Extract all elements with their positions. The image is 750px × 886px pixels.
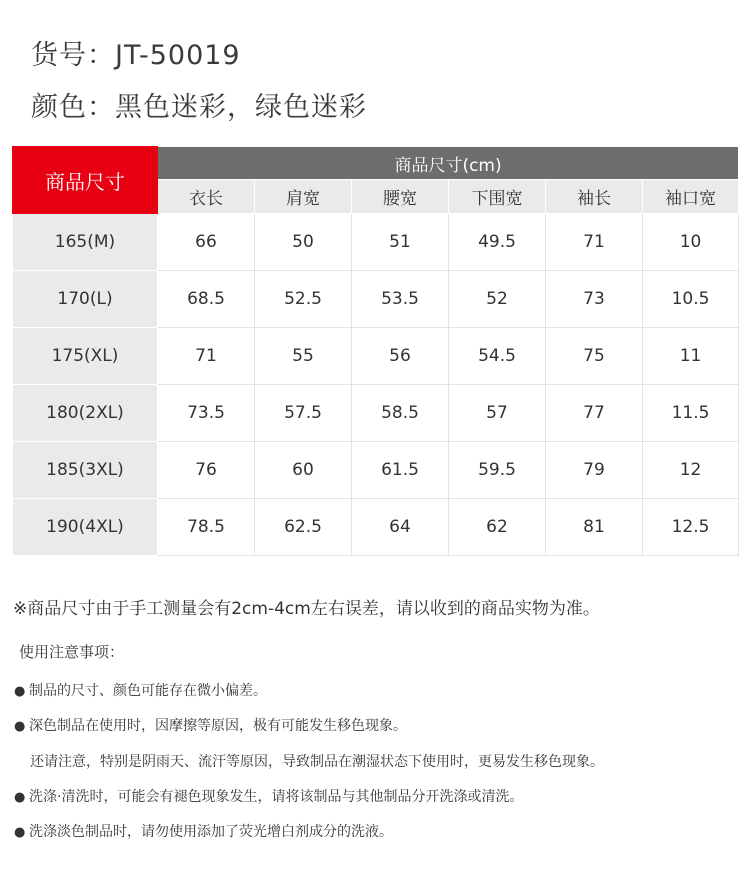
table-cell: 73.5 bbox=[158, 385, 255, 442]
table-cell: 64 bbox=[352, 499, 449, 556]
usage-item-text: 深色制品在使用时，因摩擦等原因，极有可能发生移色现象。 bbox=[29, 718, 407, 734]
usage-item-text: 洗涤淡色制品时，请勿使用添加了荧光增白剂成分的洗液。 bbox=[29, 824, 393, 840]
list-item bbox=[14, 821, 393, 841]
table-row bbox=[13, 385, 739, 442]
table-row bbox=[13, 214, 739, 271]
bullet-icon: ● bbox=[14, 825, 26, 840]
list-item bbox=[14, 680, 267, 700]
table-cell: 11 bbox=[643, 328, 739, 385]
measurement-note: ※商品尺寸由于手工测量会有2cm-4cm左右误差，请以收到的商品实物为准。 bbox=[13, 599, 600, 619]
table-cell: 68.5 bbox=[158, 271, 255, 328]
table-cell: 10.5 bbox=[643, 271, 739, 328]
column-header-sleeve: 袖长 bbox=[546, 180, 643, 214]
table-cell: 76 bbox=[158, 442, 255, 499]
table-cell: 71 bbox=[158, 328, 255, 385]
table-cell: 51 bbox=[352, 214, 449, 271]
table-cell: 77 bbox=[546, 385, 643, 442]
size-group-header: 商品尺寸(cm) bbox=[158, 147, 739, 180]
table-cell: 57.5 bbox=[255, 385, 352, 442]
usage-item-text: 制品的尺寸、颜色可能存在微小偏差。 bbox=[29, 683, 267, 699]
usage-item-text: 还请注意，特别是阴雨天、流汗等原因，导致制品在潮湿状态下使用时，更易发生移色现象。 bbox=[30, 754, 604, 770]
size-table bbox=[12, 146, 739, 556]
table-cell: 10 bbox=[643, 214, 739, 271]
table-row bbox=[13, 271, 739, 328]
table-cell: 12.5 bbox=[643, 499, 739, 556]
table-cell: 49.5 bbox=[449, 214, 546, 271]
table-cell: 54.5 bbox=[449, 328, 546, 385]
table-cell: 79 bbox=[546, 442, 643, 499]
table-cell: 11.5 bbox=[643, 385, 739, 442]
list-item bbox=[14, 715, 407, 735]
table-cell: 59.5 bbox=[449, 442, 546, 499]
table-cell: 60 bbox=[255, 442, 352, 499]
size-label: 185(3XL) bbox=[13, 442, 158, 499]
bullet-icon: ● bbox=[14, 684, 26, 699]
table-cell: 78.5 bbox=[158, 499, 255, 556]
bullet-icon: ● bbox=[14, 790, 26, 805]
item-number: 货号：JT-50019 bbox=[31, 40, 241, 71]
column-header-waist: 腰宽 bbox=[352, 180, 449, 214]
table-cell: 81 bbox=[546, 499, 643, 556]
table-cell: 58.5 bbox=[352, 385, 449, 442]
column-header-shoulder: 肩宽 bbox=[255, 180, 352, 214]
usage-item-text: 洗涤·清洗时，可能会有褪色现象发生，请将该制品与其他制品分开洗涤或清洗。 bbox=[29, 789, 524, 805]
table-cell: 52.5 bbox=[255, 271, 352, 328]
table-cell: 61.5 bbox=[352, 442, 449, 499]
size-label: 170(L) bbox=[13, 271, 158, 328]
list-item bbox=[14, 786, 523, 806]
table-row bbox=[13, 328, 739, 385]
size-corner-label: 商品尺寸 bbox=[13, 147, 158, 214]
table-cell: 73 bbox=[546, 271, 643, 328]
table-cell: 75 bbox=[546, 328, 643, 385]
table-cell: 12 bbox=[643, 442, 739, 499]
table-cell: 71 bbox=[546, 214, 643, 271]
table-cell: 62.5 bbox=[255, 499, 352, 556]
table-cell: 50 bbox=[255, 214, 352, 271]
table-cell: 56 bbox=[352, 328, 449, 385]
table-cell: 53.5 bbox=[352, 271, 449, 328]
column-header-cuff: 袖口宽 bbox=[643, 180, 739, 214]
table-cell: 57 bbox=[449, 385, 546, 442]
table-cell: 55 bbox=[255, 328, 352, 385]
column-header-hem: 下围宽 bbox=[449, 180, 546, 214]
size-label: 180(2XL) bbox=[13, 385, 158, 442]
size-label: 165(M) bbox=[13, 214, 158, 271]
bullet-icon: ● bbox=[14, 719, 26, 734]
size-label: 190(4XL) bbox=[13, 499, 158, 556]
color-options: 颜色：黑色迷彩，绿色迷彩 bbox=[31, 92, 367, 123]
table-cell: 66 bbox=[158, 214, 255, 271]
table-cell: 62 bbox=[449, 499, 546, 556]
usage-title: 使用注意事项： bbox=[19, 643, 125, 661]
table-row bbox=[13, 499, 739, 556]
column-header-length: 衣长 bbox=[158, 180, 255, 214]
table-cell: 52 bbox=[449, 271, 546, 328]
table-row bbox=[13, 442, 739, 499]
size-label: 175(XL) bbox=[13, 328, 158, 385]
list-item-continuation bbox=[30, 751, 604, 771]
